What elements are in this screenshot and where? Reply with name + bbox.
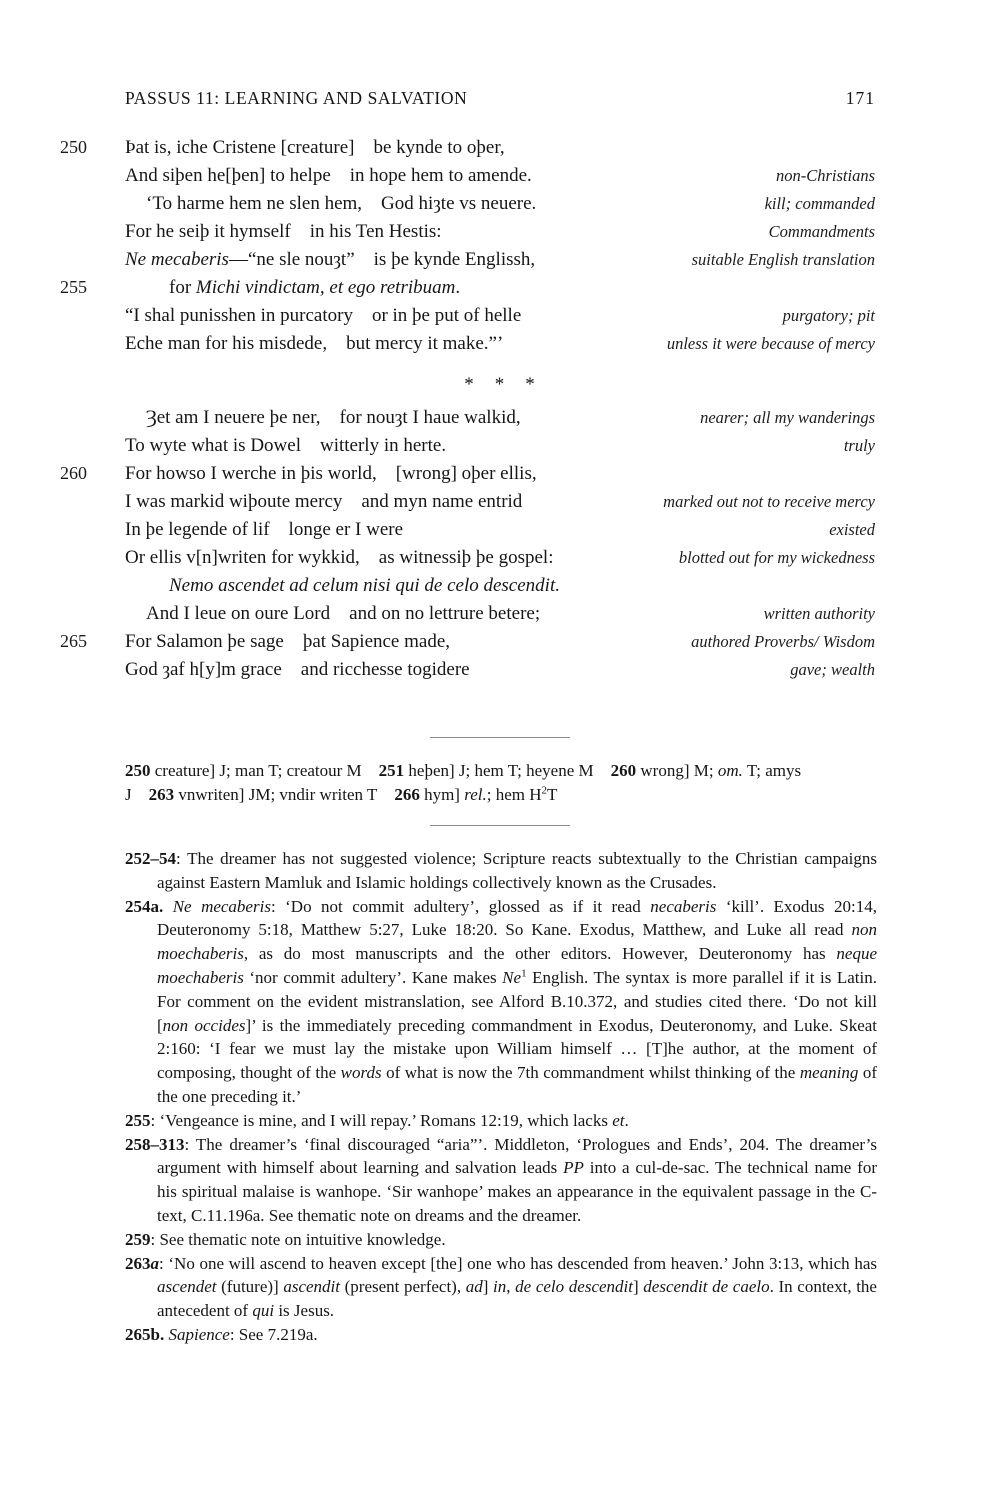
apparatus-divider-bottom — [430, 825, 570, 826]
verse-text: Eche man for his misdede, but mercy it make.”’ — [125, 333, 504, 354]
commentary-entry: 259: See thematic note on intuitive knowledge. — [125, 1229, 446, 1249]
poem-line — [60, 435, 875, 463]
commentary-entry: 252–54: The dreamer has not suggested violence; Scripture reacts subtextually to the Christian campaigns against Eastern Mamluk and Islamic holdings collectively known as the Crusades. — [125, 849, 877, 892]
verse-text: Ne mecaberis—“ne sle nouȝt” is þe kynde Englissh, — [125, 249, 536, 270]
commentary-notes — [125, 847, 877, 1347]
commentary-entry: 254a. Ne mecaberis: ‘Do not commit adultery’, glossed as if it read necaberis ‘kill’. Exodus 20:14, Deuteronomy 5:18, Matthew 5:27, Luke 18:20. So Kane. Exodus, Matthew, and Luke all read non moechaberis, as do most manuscripts and the other editors. However, Deuteronomy has neque moechaberis ‘nor commit adultery’. Kane makes Ne$^1$ English. The syntax is more parallel if it is Latin. For comment on the evident mistranslation, see Alford B.10.372, and studies cited there. ‘Do not kill [non occides]’ is the immediately preceding commandment in Exodus, Deuteronomy, and Luke. Skeat 2:160: ‘I fear we must lay the mistake upon William himself … [T]he author, at the moment of composing, thought of the words of what is now the 7th commandment whilst thinking of the meaning of the one preceding it.’ — [125, 896, 878, 1106]
marginal-gloss: gave; wealth — [790, 660, 875, 679]
poem-line — [60, 305, 875, 333]
apparatus-line: J 263 vnwriten] JM; vndir writen T 266 hym] rel.; hem $H^2T$ — [125, 784, 558, 804]
poem-line — [60, 193, 875, 221]
verse-text: for Michi vindictam, et ego retribuam. — [169, 277, 461, 298]
verse-text: For howso I werche in þis world, [wrong] oþer ellis, — [125, 463, 537, 484]
commentary-entry: 255: ‘Vengeance is mine, and I will repay.’ Romans 12:19, which lacks et. — [125, 1110, 629, 1130]
poem-line — [60, 407, 875, 435]
poem-text-block — [60, 137, 875, 687]
poem-line — [60, 659, 875, 687]
marginal-gloss: nearer; all my wanderings — [700, 408, 875, 427]
poem-line — [60, 137, 875, 165]
verse-text: Or ellis v[n]writen for wykkid, as witnessiþ þe gospel: — [125, 547, 554, 568]
running-header — [125, 88, 875, 109]
poem-line — [60, 277, 875, 305]
verse-text: To wyte what is Dowel witterly in herte. — [125, 435, 447, 456]
verse-text: And siþen he[þen] to helpe in hope hem to amende. — [125, 165, 532, 186]
marginal-gloss: purgatory; pit — [782, 306, 875, 325]
line-number: 255 — [60, 277, 87, 297]
verse-text: I was markid wiþoute mercy and myn name entrid — [125, 491, 523, 512]
commentary-entry: 258–313: The dreamer’s ‘final discouraged “aria”’. Middleton, ‘Prologues and Ends’, 204. The dreamer’s argument with himself about learning and salvation leads PP into a cul-de-sac. The technical name for his spiritual malaise is wanhope. ‘Sir wanhope’ makes an appearance in the equivalent passage in the C-text, C.11.196a. See thematic note on dreams and the dreamer. — [125, 1134, 877, 1225]
poem-line — [60, 249, 875, 277]
poem-line — [60, 603, 875, 631]
line-number: 250 — [60, 137, 87, 157]
verse-text: Nemo ascendet ad celum nisi qui de celo descendit. — [169, 575, 560, 596]
marginal-gloss: Commandments — [768, 222, 875, 241]
poem-line — [60, 221, 875, 249]
verse-text: ‘To harme hem ne slen hem, God hiȝte vs neuere. — [146, 193, 537, 214]
marginal-gloss: kill; commanded — [764, 194, 875, 213]
marginal-gloss: authored Proverbs/ Wisdom — [691, 632, 875, 651]
verse-text: For he seiþ it hymself in his Ten Hestis: — [125, 221, 442, 242]
textual-apparatus — [125, 759, 880, 807]
page-number: 171 — [845, 88, 875, 108]
poem-line — [60, 463, 875, 491]
marginal-gloss: marked out not to receive mercy — [663, 492, 875, 511]
marginal-gloss: suitable English translation — [691, 250, 875, 269]
marginal-gloss: blotted out for my wickedness — [678, 548, 875, 567]
poem-line — [60, 165, 875, 193]
verse-text: Ȝet am I neuere þe ner, for nouȝt I haue walkid, — [146, 407, 521, 428]
line-number: 265 — [60, 631, 87, 651]
marginal-gloss: non-Christians — [775, 166, 875, 185]
marginal-gloss: written authority — [763, 604, 875, 623]
marginal-gloss: unless it were because of mercy — [666, 334, 875, 353]
poem-line — [60, 575, 875, 603]
poem-line — [60, 519, 875, 547]
marginal-gloss: truly — [843, 436, 875, 455]
marginal-gloss: existed — [829, 520, 875, 539]
verse-text: In þe legende of lif longe er I were — [125, 519, 404, 540]
verse-text: For Salamon þe sage þat Sapience made, — [125, 631, 451, 652]
commentary-entry: 265b. Sapience: See 7.219a. — [125, 1324, 318, 1344]
line-number: 260 — [60, 463, 87, 483]
page-title: PASSUS 11: LEARNING AND SALVATION — [125, 88, 468, 108]
poem-line — [60, 333, 875, 361]
poem-line — [60, 631, 875, 659]
poem-line — [60, 491, 875, 519]
verse-text: Þat is, iche Cristene [creature] be kynde to oþer, — [125, 137, 505, 158]
apparatus-divider-top — [430, 737, 570, 738]
section-separator: * * * — [464, 374, 536, 395]
verse-text: “I shal punisshen in purcatory or in þe put of helle — [125, 305, 522, 326]
poem-line — [60, 547, 875, 575]
verse-text: God ȝaf h[y]m grace and ricchesse togidere — [125, 659, 470, 680]
verse-text: And I leue on oure Lord and on no lettrure betere; — [146, 603, 541, 624]
apparatus-line: 250 creature] J; man T; creatour M 251 heþen] J; hem T; heyene M 260 wrong] M; om. T; amys — [125, 761, 802, 780]
commentary-entry: 263a: ‘No one will ascend to heaven except [the] one who has descended from heaven.’ John 3:13, which has ascendet (future)] ascendit (present perfect), ad] in, de celo descendit] descendit de caelo. In context, the antecedent of qui is Jesus. — [125, 1253, 877, 1321]
